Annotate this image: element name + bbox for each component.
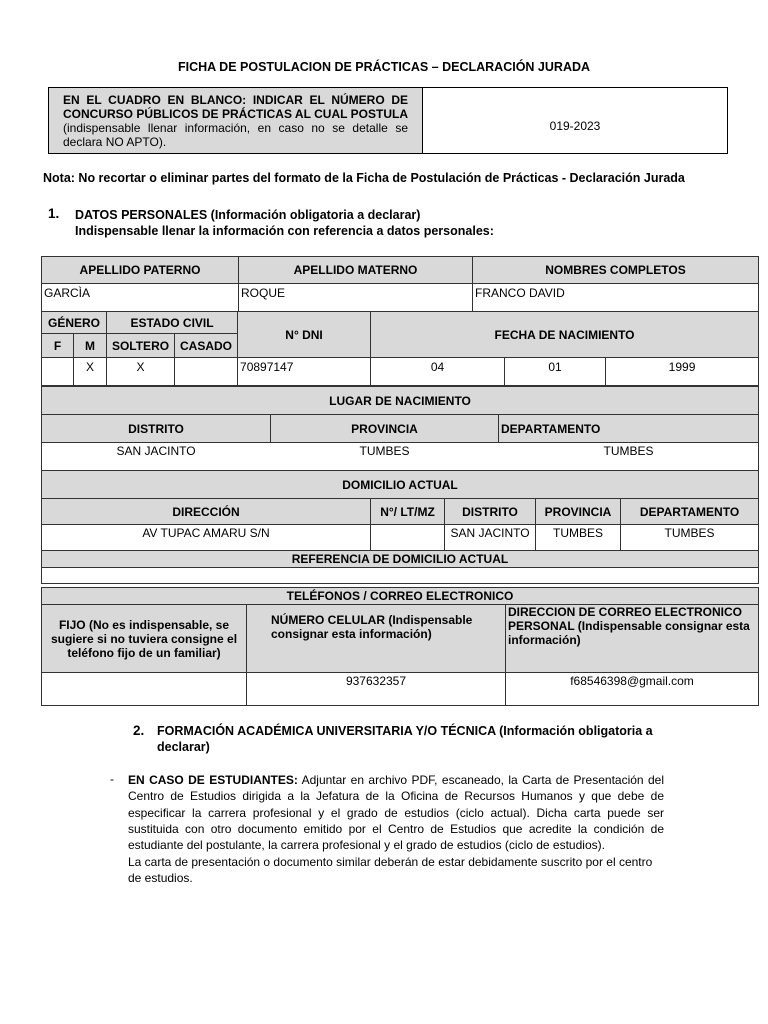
dni-field[interactable]: 70897147 [238,358,371,386]
header-lt-mz: N°/ LT/MZ [371,499,445,525]
header-dom-provincia: PROVINCIA [536,499,621,525]
apellido-materno-field[interactable]: ROQUE [239,284,473,312]
celular-field[interactable]: 937632357 [247,673,506,706]
soltero-field[interactable]: X [107,358,175,386]
header-lugar-nacimiento: LUGAR DE NACIMIENTO [42,387,759,415]
section1-heading [75,207,494,239]
section1-number: 1. [48,206,60,221]
header-soltero: SOLTERO [107,334,175,358]
header-fijo: FIJO (No es indispensable, se sugiere si no tuviera consigne el teléfono fijo de un familiar) [42,605,247,673]
header-correo: DIRECCION DE CORREO ELECTRONICO PERSONAL (Indispensable consignar esta información) [506,605,759,673]
concurso-box [48,87,728,154]
header-f: F [42,334,74,358]
concurso-instruction-normal: (indispensable llenar información, en caso no se detalle se declara NO APTO). [63,120,408,149]
section2-body: Adjuntar en archivo PDF, escaneado, la Carta de Presentación del Centro de Estudios dirigida a la Jefatura de la Oficina de Recursos Humanos y que debe de especificar la carrera profesional y el grado de estudios (ciclo actual). Dicha carta puede ser sustituida con otro documento emitido por el Centro de Estudios que acredite la condición de estudiante del postulante, la carrera profesional y el grado de estudios (ciclo de estudios). [128,773,664,853]
header-dni: N° DNI [238,312,371,358]
correo-field[interactable]: f68546398@gmail.com [506,673,759,706]
header-direccion: DIRECCIÓN [42,499,371,525]
header-dom-departamento: DEPARTAMENTO [621,499,759,525]
dia-field[interactable]: 04 [371,358,505,386]
nota: Nota: No recortar o eliminar partes del formato de la Ficha de Postulación de Prácticas - Declaración Jurada [43,171,685,185]
nac-departamento-field[interactable]: TUMBES [499,443,759,471]
dom-distrito-field[interactable]: SAN JACINTO [445,525,536,551]
dom-provincia-field[interactable]: TUMBES [536,525,621,551]
section2-body2: La carta de presentación o documento similar deberán de estar debidamente suscrito por el centro de estudios. [128,855,653,886]
lugar-nacimiento-table [41,386,759,471]
header-telefonos: TELÉFONOS / CORREO ELECTRONICO [42,588,759,605]
casado-field[interactable] [175,358,238,386]
section2-lead: EN CASO DE ESTUDIANTES: [128,773,298,787]
dom-direccion-field[interactable]: AV TUPAC AMARU S/N [42,525,371,551]
section2-number: 2. [133,723,145,738]
nac-provincia-field[interactable]: TUMBES [271,443,499,471]
genero-m-field[interactable]: X [74,358,107,386]
header-estado-civil: ESTADO CIVIL [107,312,238,334]
domicilio-table [41,470,759,584]
concurso-instruction [49,88,423,154]
bullet: - [110,772,114,786]
concurso-instruction-bold: EN EL CUADRO EN BLANCO: INDICAR EL NÚMERO DE CONCURSO PÚBLICOS DE PRÁCTICAS AL CUAL POSTULA [63,92,408,121]
concurso-number[interactable]: 019-2023 [423,88,728,154]
header-apellido-materno: APELLIDO MATERNO [239,257,473,284]
header-casado: CASADO [175,334,238,358]
header-nac-provincia: PROVINCIA [271,415,499,443]
header-dom-distrito: DISTRITO [445,499,536,525]
header-fecha-nacimiento: FECHA DE NACIMIENTO [371,312,759,358]
page-title: FICHA DE POSTULACION DE PRÁCTICAS – DECLARACIÓN JURADA [177,60,591,74]
telefonos-table [41,587,759,706]
header-domicilio: DOMICILIO ACTUAL [42,471,759,499]
apellido-paterno-field[interactable]: GARCÌA [42,284,239,312]
nac-distrito-field[interactable]: SAN JACINTO [42,443,271,471]
header-m: M [74,334,107,358]
section1-heading-line2: Indispensable llenar la información con referencia a datos personales: [75,224,494,238]
section1-heading-line1: DATOS PERSONALES (Información obligatoria a declarar) [75,208,421,222]
referencia-field[interactable] [42,568,759,584]
header-apellido-paterno: APELLIDO PATERNO [42,257,239,284]
genero-f-field[interactable] [42,358,74,386]
section2-heading: FORMACIÓN ACADÉMICA UNIVERSITARIA Y/O TÉCNICA (Información obligatoria a declarar) [157,724,653,754]
header-celular: NÚMERO CELULAR (Indispensable consignar esta información) [247,605,506,673]
names-table [41,256,759,312]
dom-departamento-field[interactable]: TUMBES [621,525,759,551]
header-genero: GÉNERO [42,312,107,334]
header-referencia: REFERENCIA DE DOMICILIO ACTUAL [42,551,759,568]
mes-field[interactable]: 01 [505,358,606,386]
nombres-field[interactable]: FRANCO DAVID [473,284,759,312]
header-nac-distrito: DISTRITO [42,415,271,443]
header-nac-departamento: DEPARTAMENTO [499,415,759,443]
header-nombres: NOMBRES COMPLETOS [473,257,759,284]
anio-field[interactable]: 1999 [606,358,759,386]
fijo-field[interactable] [42,673,247,706]
dom-lt-field[interactable] [371,525,445,551]
genero-table [41,311,759,386]
section2-paragraph [128,772,664,853]
